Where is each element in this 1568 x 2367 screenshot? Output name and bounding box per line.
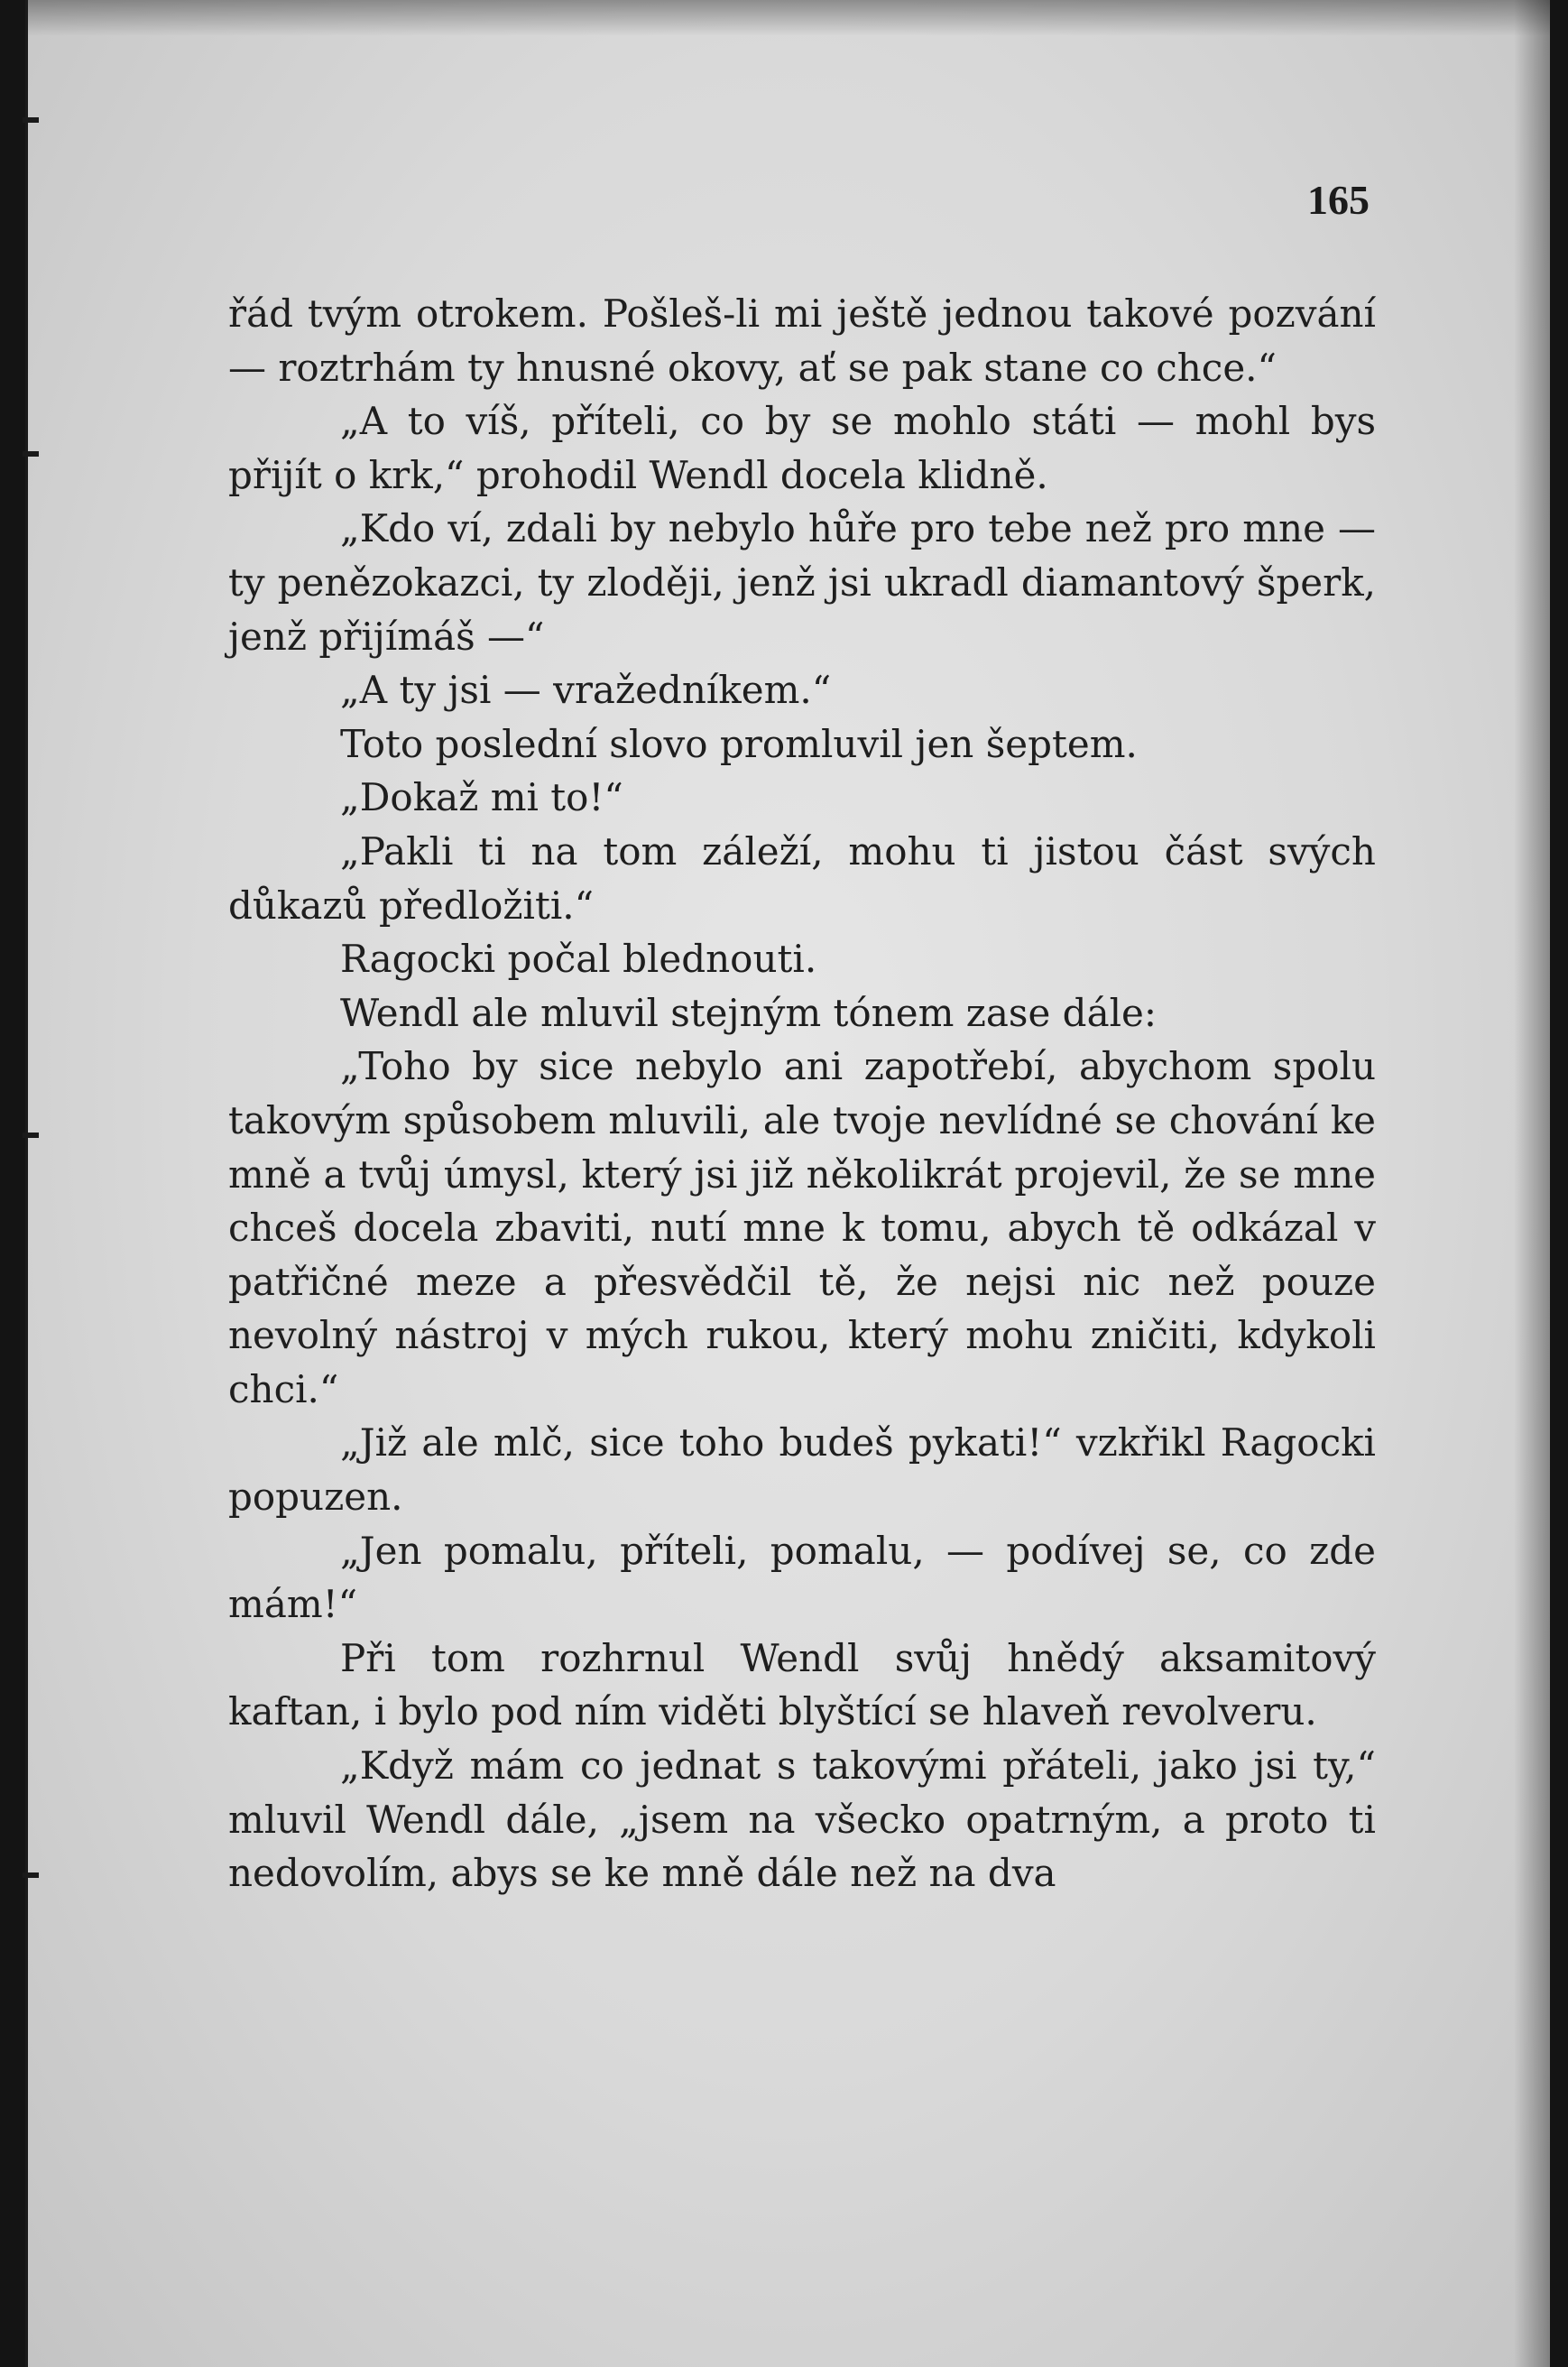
binding-mark (23, 117, 39, 123)
page-number: 165 (1307, 177, 1370, 223)
page-top-shadow (28, 0, 1550, 36)
paragraph: Ragocki počal blednouti. (340, 937, 817, 982)
paragraph: „A ty jsi — vražedníkem.“ (340, 668, 832, 713)
paragraph: Wendl ale mluvil stejným tónem zase dále: (340, 990, 1158, 1035)
binding-mark (23, 1133, 39, 1138)
paragraph: „Pakli ti na tom záleží, mohu ti jistou část svých důkazů předložiti.“ (228, 828, 1376, 928)
paragraph: „Jen pomalu, příteli, pomalu, — podívej se, co zde mám!“ (228, 1528, 1376, 1627)
page-edge-shadow (1514, 0, 1550, 2367)
paragraph: „Dokaž mi to!“ (340, 775, 623, 820)
binding-mark (23, 451, 39, 457)
book-page (25, 0, 1550, 2367)
paragraph: Toto poslední slovo promluvil jen šeptem. (340, 721, 1138, 766)
paragraph: „A to víš, příteli, co by se mohlo státi — mohl bys přijít o krk,“ prohodil Wendl docela klidně. (228, 399, 1376, 497)
paragraph: „Toho by sice nebylo ani zapotřebí, abychom spolu takovým spůsobem mluvili, ale tvoje nevlídné se chování ke mně a tvůj úmysl, který jsi již několikrát projevil, že se mne chceš docela zbaviti, nutí mne k tomu, abych tě odkázal v patřičné meze a přesvědčil tě, že nejsi nic než pouze nevolný nástroj v mých rukou, který mohu zničiti, kdykoli chci.“ (228, 1044, 1376, 1411)
binding-mark (23, 1872, 39, 1878)
paragraph: „Již ale mlč, sice toho budeš pykati!“ vzkřikl Ragocki popuzen. (228, 1420, 1376, 1520)
paragraph: Při tom rozhrnul Wendl svůj hnědý aksamitový kaftan, i bylo pod ním viděti blyštící se hlaveň revolveru. (228, 1635, 1376, 1734)
paragraph: „Kdo ví, zdali by nebylo hůře pro tebe než pro mne — ty penězokazci, ty zloději, jenž jsi ukradl diamantový šperk, jenž přijímáš —“ (228, 506, 1376, 659)
body-text (228, 287, 1376, 1900)
paragraph: „Když mám co jednat s takovými přáteli, jako jsi ty,“ mluvil Wendl dále, „jsem na všecko opatrným, a proto ti nedovolím, abys se ke mně dále než na dva (228, 1743, 1376, 1896)
paragraph: řád tvým otrokem. Pošleš-li mi ještě jednou takové pozvání — roztrhám ty hnusné okovy, ať se pak stane co chce.“ (228, 291, 1376, 390)
